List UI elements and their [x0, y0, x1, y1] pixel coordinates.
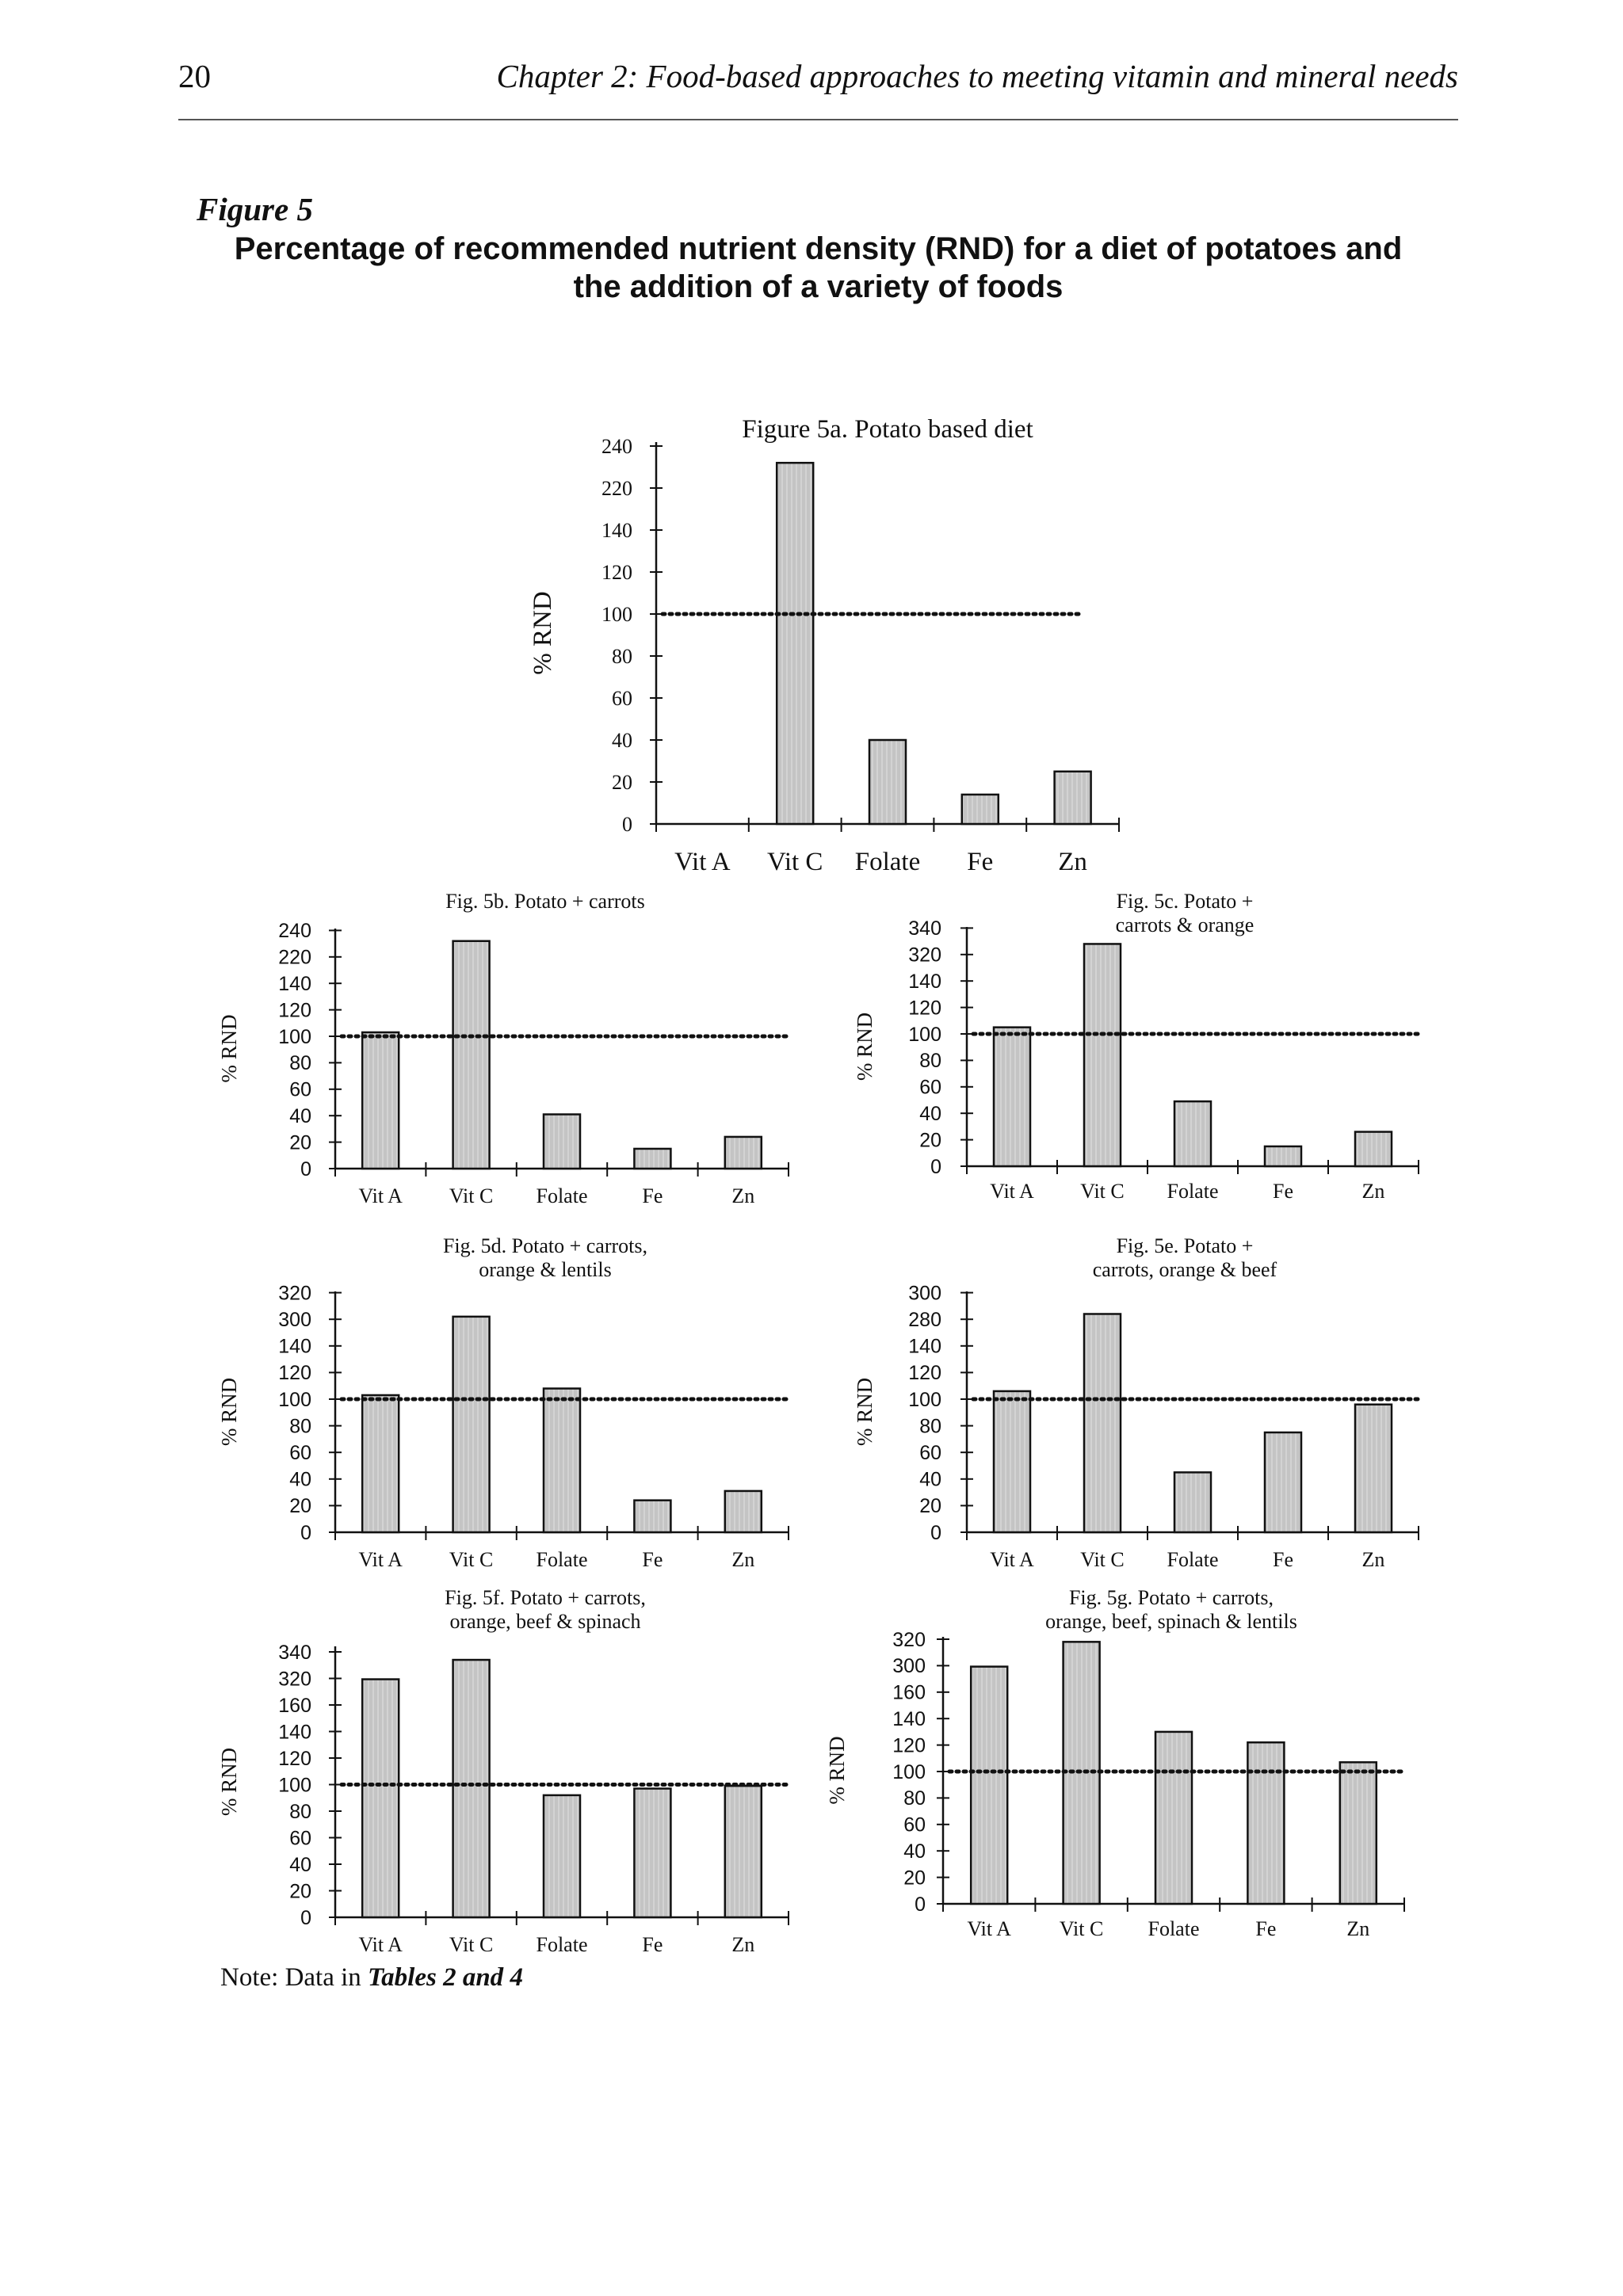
y-tick-label-5g: 320: [892, 1628, 926, 1651]
category-label-5a: Vit A: [674, 848, 731, 876]
y-tick-label-5e: 20: [919, 1495, 941, 1518]
y-tick-label-5d: 80: [289, 1415, 311, 1438]
y-tick-label-5a: 20: [612, 771, 632, 795]
category-label-5d: Folate: [536, 1548, 588, 1571]
category-label-5c: Folate: [1167, 1180, 1219, 1203]
y-tick-label-5e: 60: [919, 1441, 941, 1464]
y-axis-label-5c: % RND: [853, 1012, 876, 1081]
y-tick-label-5b: 20: [289, 1131, 311, 1154]
category-label-5c: Fe: [1273, 1180, 1293, 1203]
y-tick-label-5c: 140: [908, 970, 941, 993]
category-label-5d: Zn: [731, 1548, 755, 1571]
y-tick-label-5d: 20: [289, 1495, 311, 1518]
note-and: and: [456, 1963, 510, 1992]
y-axis-label-5a: % RND: [529, 591, 557, 675]
y-tick-label-5c: 60: [919, 1076, 941, 1099]
y-tick-label-5a: 80: [612, 645, 632, 669]
y-tick-label-5d: 140: [278, 1335, 311, 1358]
note-table4: 4: [510, 1963, 523, 1992]
bar-5b-vit-c: [453, 941, 490, 1169]
y-tick-label-5d: 300: [278, 1308, 311, 1331]
category-label-5g: Fe: [1255, 1917, 1277, 1940]
y-tick-label-5b: 40: [289, 1104, 311, 1127]
y-tick-label-5g: 80: [903, 1787, 926, 1810]
bar-5g-fe: [1247, 1742, 1284, 1904]
y-tick-label-5g: 100: [892, 1760, 926, 1783]
y-tick-label-5c: 120: [908, 997, 941, 1020]
category-label-5g: Folate: [1148, 1917, 1200, 1940]
y-tick-label-5f: 60: [289, 1827, 311, 1850]
y-tick-label-5c: 340: [908, 917, 941, 940]
y-tick-label-5b: 100: [278, 1025, 311, 1048]
category-label-5b: Fe: [642, 1184, 663, 1207]
bar-5e-vit-a: [994, 1391, 1030, 1532]
figure-title-line-1: Percentage of recommended nutrient density (RND) for a diet of potatoes and: [234, 231, 1403, 266]
category-label-5c: Vit A: [990, 1180, 1034, 1203]
y-tick-label-5a: 40: [612, 729, 632, 753]
chart-title-5b: Fig. 5b. Potato + carrots: [445, 890, 645, 913]
y-tick-label-5d: 40: [289, 1468, 311, 1491]
category-label-5f: Vit C: [449, 1933, 494, 1956]
y-tick-label-5g: 20: [903, 1867, 926, 1890]
bar-5g-vit-a: [971, 1667, 1007, 1904]
bar-5e-folate: [1174, 1472, 1211, 1532]
y-axis-label-5e: % RND: [853, 1377, 876, 1447]
y-tick-label-5d: 60: [289, 1441, 311, 1464]
y-tick-label-5f: 80: [289, 1800, 311, 1823]
chart-title-5g: orange, beef, spinach & lentils: [1045, 1610, 1297, 1633]
bar-5d-vit-c: [453, 1317, 490, 1532]
bar-5a-vit-c: [777, 463, 813, 824]
category-label-5d: Fe: [642, 1548, 663, 1571]
chart-title-5e: carrots, orange & beef: [1092, 1258, 1277, 1281]
category-label-5b: Folate: [536, 1184, 588, 1207]
category-label-5g: Vit A: [967, 1917, 1011, 1940]
bar-5c-fe: [1265, 1146, 1301, 1166]
chart-title-5f: Fig. 5f. Potato + carrots,: [445, 1586, 646, 1609]
bar-5e-vit-c: [1084, 1314, 1121, 1532]
figure-label: Figure 5: [197, 191, 313, 227]
y-tick-label-5b: 0: [300, 1158, 311, 1180]
y-tick-label-5e: 40: [919, 1468, 941, 1491]
y-tick-label-5e: 0: [930, 1521, 941, 1544]
y-tick-label-5a: 100: [601, 603, 632, 627]
bar-5c-zn: [1355, 1132, 1392, 1166]
page-number: 20: [178, 58, 211, 94]
y-tick-label-5g: 40: [903, 1840, 926, 1863]
category-label-5a: Zn: [1058, 848, 1087, 876]
bar-5g-zn: [1340, 1762, 1377, 1904]
bar-5f-fe: [634, 1789, 670, 1917]
chart-title-5c: Fig. 5c. Potato +: [1116, 890, 1254, 913]
category-label-5c: Zn: [1361, 1180, 1385, 1203]
y-tick-label-5b: 60: [289, 1078, 311, 1101]
y-tick-label-5f: 340: [278, 1641, 311, 1664]
bar-5f-vit-a: [362, 1680, 399, 1917]
y-tick-label-5c: 320: [908, 944, 941, 967]
y-tick-label-5e: 80: [919, 1415, 941, 1438]
note-prefix: Note: Data in: [220, 1963, 369, 1992]
category-label-5c: Vit C: [1080, 1180, 1125, 1203]
bar-5a-zn: [1055, 772, 1091, 824]
y-tick-label-5c: 20: [919, 1129, 941, 1152]
y-tick-label-5e: 140: [908, 1335, 941, 1358]
y-tick-label-5a: 0: [622, 813, 632, 837]
bar-5a-folate: [869, 740, 906, 824]
bar-5c-folate: [1174, 1101, 1211, 1166]
y-tick-label-5c: 100: [908, 1023, 941, 1046]
note-tables: Tables 2: [368, 1963, 456, 1992]
bar-5g-folate: [1155, 1732, 1192, 1904]
category-label-5a: Folate: [854, 848, 921, 876]
y-tick-label-5e: 280: [908, 1308, 941, 1331]
category-label-5f: Fe: [642, 1933, 663, 1956]
y-tick-label-5d: 120: [278, 1362, 311, 1385]
chart-title-5g: Fig. 5g. Potato + carrots,: [1068, 1586, 1274, 1609]
category-label-5e: Vit C: [1080, 1548, 1125, 1571]
y-tick-label-5g: 120: [892, 1734, 926, 1757]
y-tick-label-5f: 40: [289, 1853, 311, 1876]
bar-5e-zn: [1355, 1405, 1392, 1532]
y-tick-label-5f: 0: [300, 1906, 311, 1929]
category-label-5d: Vit A: [358, 1548, 403, 1571]
y-tick-label-5b: 240: [278, 920, 311, 943]
y-tick-label-5g: 0: [915, 1893, 926, 1916]
bar-5b-zn: [725, 1137, 762, 1169]
y-tick-label-5f: 100: [278, 1774, 311, 1797]
chart-title-5c: carrots & orange: [1115, 913, 1254, 936]
category-label-5g: Zn: [1346, 1917, 1370, 1940]
y-tick-label-5b: 120: [278, 999, 311, 1022]
category-label-5f: Zn: [731, 1933, 755, 1956]
y-tick-label-5b: 140: [278, 972, 311, 995]
bar-5c-vit-c: [1084, 944, 1121, 1166]
y-axis-label-5f: % RND: [217, 1747, 241, 1817]
y-tick-label-5a: 120: [601, 561, 632, 585]
category-label-5e: Folate: [1167, 1548, 1219, 1571]
y-tick-label-5f: 160: [278, 1694, 311, 1717]
chart-title-5e: Fig. 5e. Potato +: [1116, 1234, 1254, 1257]
y-tick-label-5a: 140: [601, 519, 632, 543]
bar-5a-fe: [962, 795, 999, 824]
bar-5d-zn: [725, 1491, 762, 1532]
y-tick-label-5g: 60: [903, 1814, 926, 1836]
bar-5b-folate: [544, 1115, 580, 1169]
category-label-5b: Zn: [731, 1184, 755, 1207]
bar-5f-zn: [725, 1786, 762, 1917]
y-tick-label-5c: 80: [919, 1050, 941, 1073]
y-axis-label-5d: % RND: [217, 1377, 241, 1447]
y-axis-label-5g: % RND: [825, 1736, 849, 1805]
chart-title-5f: orange, beef & spinach: [449, 1610, 641, 1633]
category-label-5g: Vit C: [1059, 1917, 1104, 1940]
figure-note: [220, 1963, 523, 1993]
bar-5f-vit-c: [453, 1660, 490, 1917]
y-tick-label-5a: 60: [612, 687, 632, 711]
y-tick-label-5f: 20: [289, 1880, 311, 1903]
chart-title-5d: Fig. 5d. Potato + carrots,: [442, 1234, 648, 1257]
chart-title-5a: Figure 5a. Potato based diet: [742, 415, 1033, 444]
bar-5d-fe: [634, 1501, 670, 1532]
category-label-5b: Vit A: [358, 1184, 403, 1207]
bar-5d-vit-a: [362, 1395, 399, 1532]
bar-5b-vit-a: [362, 1032, 399, 1169]
y-tick-label-5e: 300: [908, 1282, 941, 1305]
chart-title-5d: orange & lentils: [479, 1258, 612, 1281]
chapter-title: Chapter 2: Food-based approaches to meeting vitamin and mineral needs: [496, 58, 1458, 94]
category-label-5d: Vit C: [449, 1548, 494, 1571]
y-tick-label-5f: 320: [278, 1668, 311, 1691]
category-label-5e: Fe: [1273, 1548, 1293, 1571]
bar-5c-vit-a: [994, 1028, 1030, 1166]
category-label-5b: Vit C: [449, 1184, 494, 1207]
category-label-5f: Vit A: [358, 1933, 403, 1956]
y-tick-label-5e: 120: [908, 1362, 941, 1385]
category-label-5e: Zn: [1361, 1548, 1385, 1571]
y-tick-label-5f: 140: [278, 1721, 311, 1744]
y-tick-label-5g: 300: [892, 1655, 926, 1678]
bar-5b-fe: [634, 1149, 670, 1169]
y-tick-label-5c: 40: [919, 1102, 941, 1125]
y-tick-label-5b: 220: [278, 946, 311, 969]
y-tick-label-5g: 160: [892, 1681, 926, 1704]
category-label-5e: Vit A: [990, 1548, 1034, 1571]
category-label-5a: Fe: [967, 848, 994, 876]
category-label-5f: Folate: [536, 1933, 588, 1956]
y-axis-label-5b: % RND: [217, 1014, 241, 1083]
y-tick-label-5a: 240: [601, 435, 632, 459]
y-tick-label-5a: 220: [601, 477, 632, 501]
y-tick-label-5e: 100: [908, 1388, 941, 1411]
y-tick-label-5d: 0: [300, 1521, 311, 1544]
y-tick-label-5b: 80: [289, 1052, 311, 1075]
y-tick-label-5c: 0: [930, 1155, 941, 1178]
bar-5f-folate: [544, 1795, 580, 1917]
bar-5e-fe: [1265, 1432, 1301, 1532]
category-label-5a: Vit C: [766, 848, 823, 876]
y-tick-label-5g: 140: [892, 1707, 926, 1730]
y-tick-label-5d: 100: [278, 1388, 311, 1411]
y-tick-label-5d: 320: [278, 1282, 311, 1305]
figure-title-line-2: the addition of a variety of foods: [573, 269, 1064, 304]
bar-5d-folate: [544, 1389, 580, 1532]
y-tick-label-5f: 120: [278, 1747, 311, 1770]
